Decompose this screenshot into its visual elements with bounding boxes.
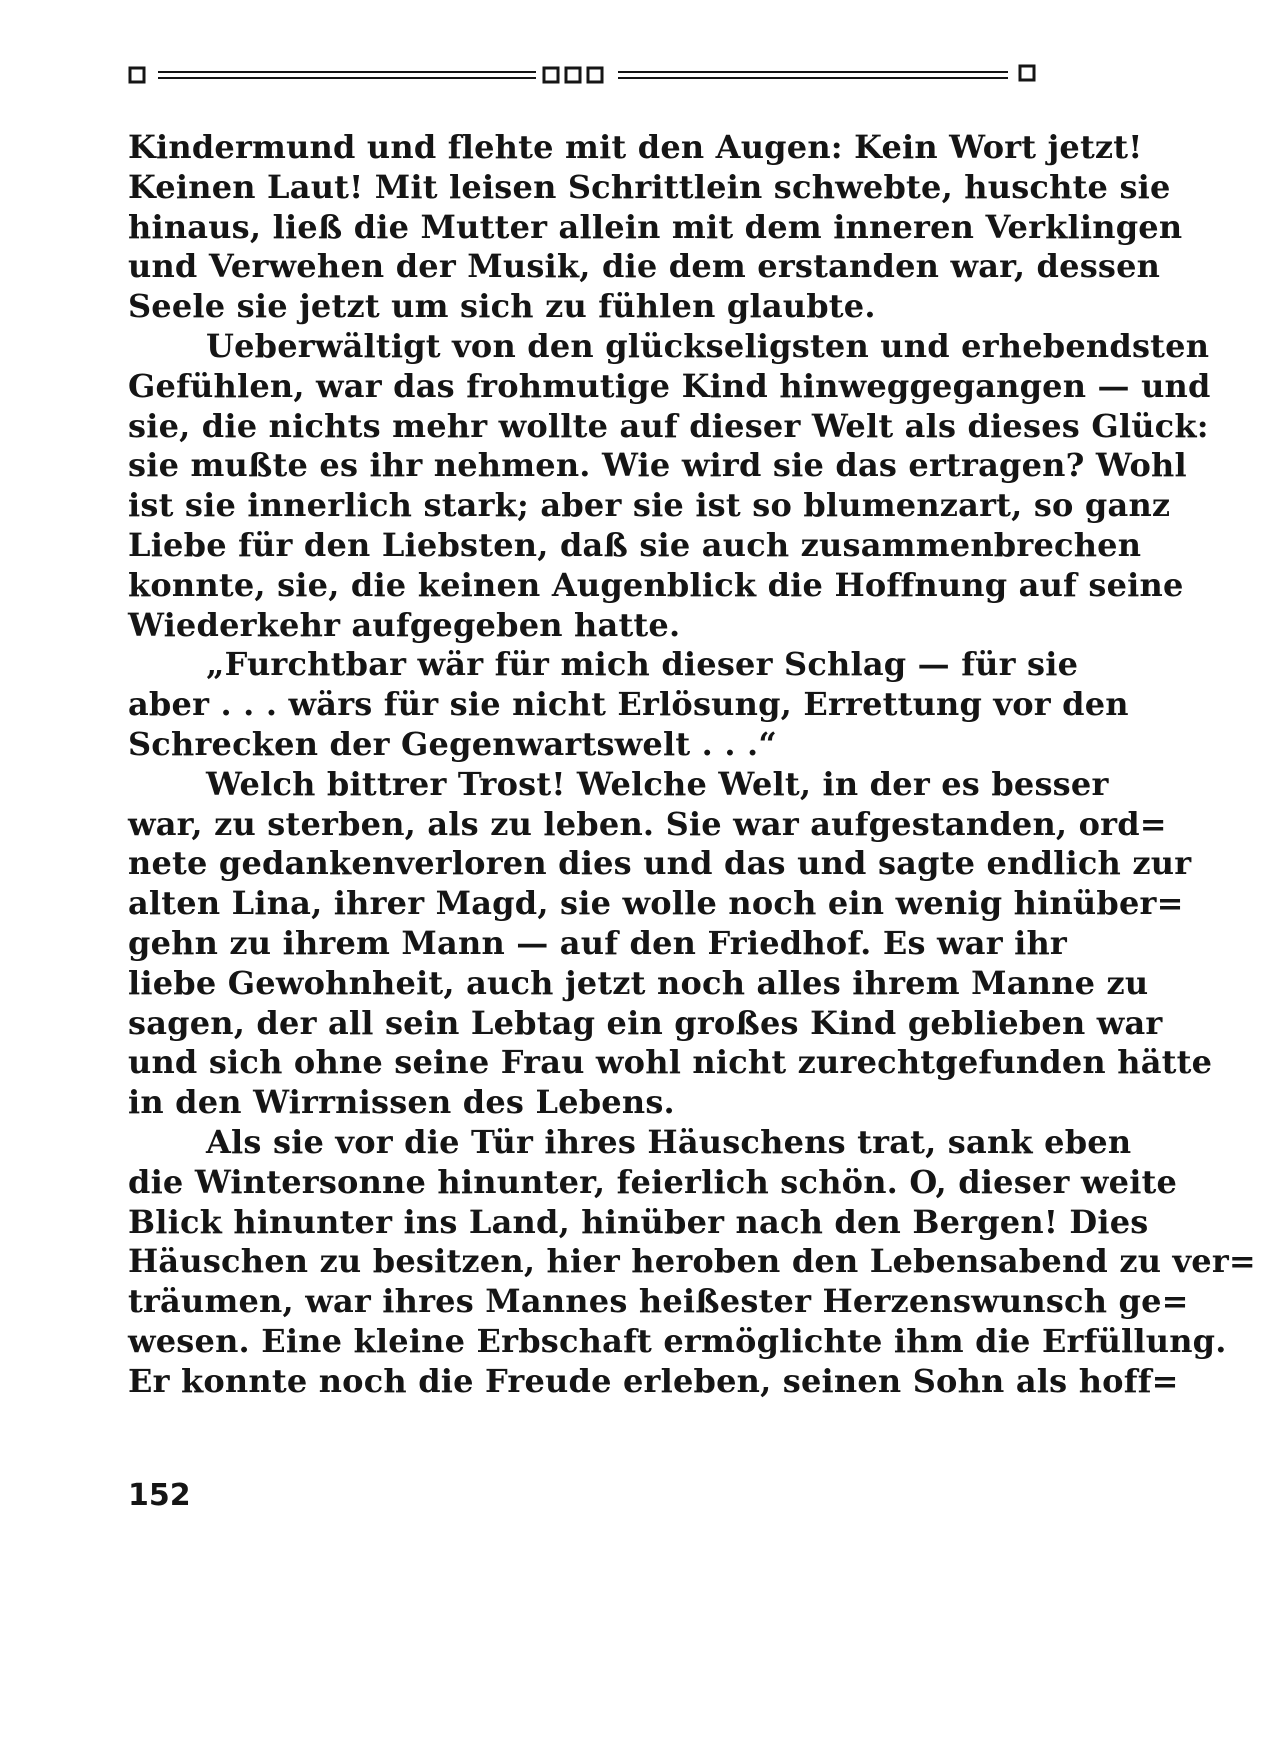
text-line: wesen. Eine kleine Erbschaft ermöglichte ihm die Erfüllung. [128,1321,1227,1360]
text-line: Keinen Laut! Mit leisen Schrittlein schwebte, huschte sie [128,167,1171,206]
text-line: Schrecken der Gegenwartswelt . . .“ [128,724,777,763]
text-line: Als sie vor die Tür ihres Häuschens trat, sank eben [206,1122,1132,1161]
page-number: 152 [128,1478,191,1513]
text-line: Liebe für den Liebsten, daß sie auch zusammenbrechen [128,525,1142,564]
text-line: Häuschen zu besitzen, hier heroben den Lebensabend zu ver= [128,1242,1256,1281]
text-line: Seele sie jetzt um sich zu fühlen glaubte. [128,287,876,326]
text-line: sie, die nichts mehr wollte auf dieser Welt als dieses Glück: [128,406,1209,445]
paragraph [128,128,1183,327]
text-line: Er konnte noch die Freude erleben, seinen Sohn als hoff= [128,1361,1179,1400]
paragraph [128,645,1129,764]
text-line: hinaus, ließ die Mutter allein mit dem inneren Verklingen [128,207,1183,246]
text-line: liebe Gewohnheit, auch jetzt noch alles ihrem Manne zu [128,963,1149,1002]
text-line: die Wintersonne hinunter, feierlich schön. O, dieser weite [128,1162,1178,1201]
text-line: „Furchtbar wär für mich dieser Schlag — für sie [206,645,1079,684]
paragraph [128,764,1213,1123]
body-text [128,128,1256,1402]
paragraph [128,326,1211,645]
text-line: war, zu sterben, als zu leben. Sie war aufgestanden, ord= [128,804,1167,843]
text-line: in den Wirrnissen des Lebens. [128,1083,675,1122]
text-line: nete gedankenverloren dies und das und sagte endlich zur [128,844,1192,883]
text-line: Kindermund und flehte mit den Augen: Kein Wort jetzt! [128,128,1143,166]
text-line: und Verwehen der Musik, die dem erstanden war, dessen [128,247,1161,286]
text-line: konnte, sie, die keinen Augenblick die Hoffnung auf seine [128,565,1184,604]
paragraph [128,1122,1256,1402]
text-line: aber . . . wärs für sie nicht Erlösung, Errettung vor den [128,685,1129,724]
text-line: sie mußte es ihr nehmen. Wie wird sie das ertragen? Wohl [128,446,1187,485]
text-line: ist sie innerlich stark; aber sie ist so blumenzart, so ganz [128,486,1171,525]
text-line: Ueberwältigt von den glückseligsten und erhebendsten [206,326,1210,365]
text-line: träumen, war ihres Mannes heißester Herzenswunsch ge= [128,1282,1189,1321]
text-line: und sich ohne seine Frau wohl nicht zurechtgefunden hätte [128,1043,1213,1082]
header-ornament-rule [128,62,1038,88]
text-line: sagen, der all sein Lebtag ein großes Kind geblieben war [128,1003,1163,1042]
text-line: gehn zu ihrem Mann — auf den Friedhof. Es war ihr [128,923,1067,962]
text-line: Blick hinunter ins Land, hinüber nach den Bergen! Dies [128,1202,1149,1241]
text-line: Gefühlen, war das frohmutige Kind hinweggegangen — und [128,366,1211,405]
text-line: alten Lina, ihrer Magd, sie wolle noch ein wenig hinüber= [128,884,1184,923]
text-line: Welch bittrer Trost! Welche Welt, in der es besser [206,764,1109,803]
text-line: Wiederkehr aufgegeben hatte. [128,605,681,644]
